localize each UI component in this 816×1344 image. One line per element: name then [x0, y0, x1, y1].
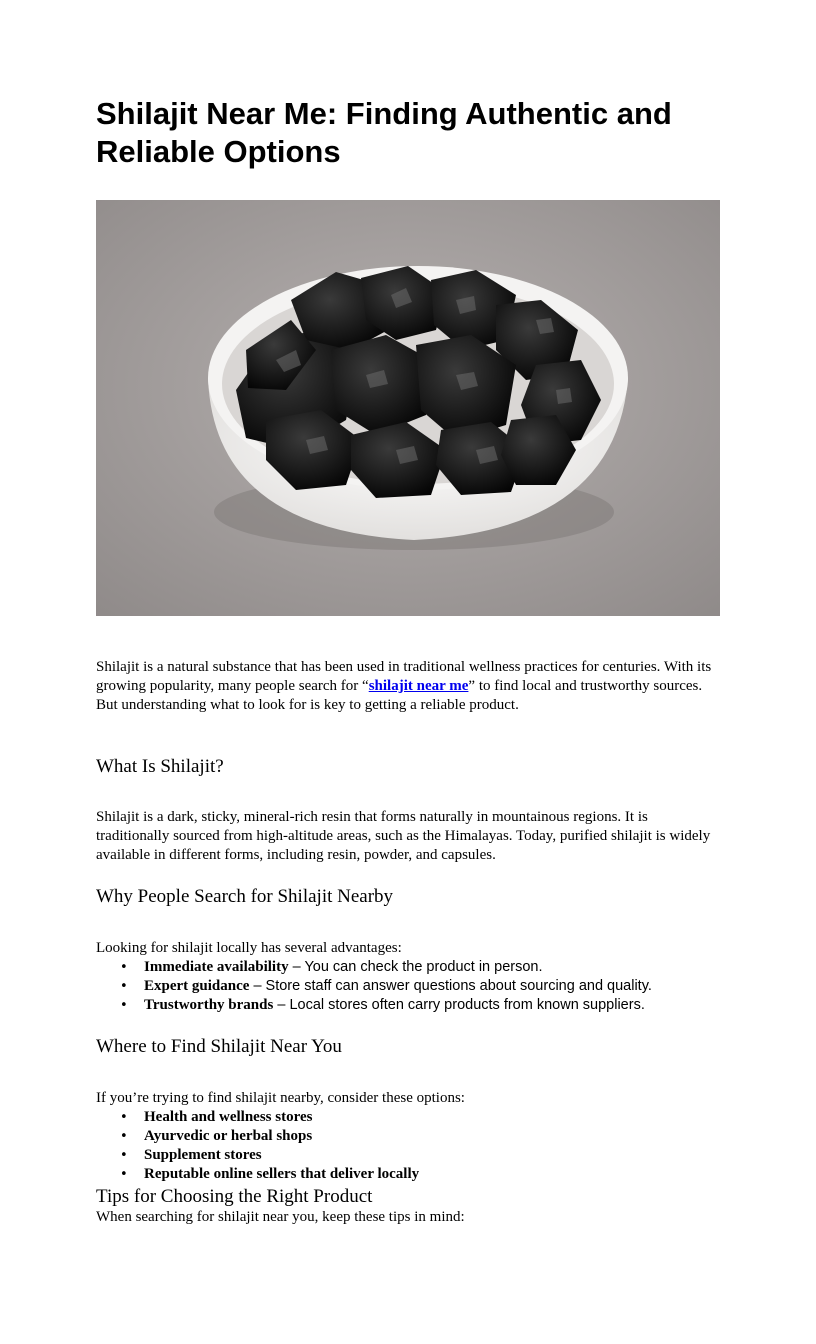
option-label: Reputable online sellers that deliver locally: [144, 1166, 420, 1182]
bullet-icon: •: [120, 1167, 128, 1182]
bullet-icon: •: [120, 1129, 128, 1144]
intro-paragraph: [96, 658, 720, 715]
bullet-icon: •: [120, 1148, 128, 1163]
list-item: [96, 958, 720, 977]
shilajit-near-me-link[interactable]: shilajit near me: [368, 678, 469, 694]
heading-why-search-nearby: Why People Search for Shilajit Nearby: [96, 886, 394, 907]
option-label: Supplement stores: [144, 1147, 262, 1163]
list-item: [96, 1146, 720, 1165]
why-search-lead: Looking for shilajit locally has several advantages:: [96, 940, 402, 956]
advantage-term: Immediate availability: [144, 959, 289, 975]
where-to-find-lead: If you’re trying to find shilajit nearby, consider these options:: [96, 1090, 465, 1106]
tips-lead: When searching for shilajit near you, keep these tips in mind:: [96, 1209, 465, 1225]
intro-text-end: ” to find local and trustworthy sources. But understanding what to look for is key to getting a reliable product.: [96, 678, 703, 713]
page-title: Shilajit Near Me: Finding Authentic and Reliable Options: [96, 96, 672, 169]
list-item: [96, 977, 720, 996]
list-item: [96, 996, 720, 1015]
heading-where-to-find: Where to Find Shilajit Near You: [96, 1036, 342, 1057]
advantage-description: – Local stores often carry products from known suppliers.: [273, 997, 645, 1013]
options-list: [96, 1108, 720, 1184]
bullet-icon: •: [120, 1110, 128, 1125]
list-item: [96, 1108, 720, 1127]
advantages-list: [96, 958, 720, 1015]
option-label: Ayurvedic or herbal shops: [144, 1128, 313, 1144]
advantage-description: – Store staff can answer questions about sourcing and quality.: [249, 978, 652, 994]
what-is-shilajit-paragraph: Shilajit is a dark, sticky, mineral-rich resin that forms naturally in mountainous regions. It is traditionally sourced from high-altitude areas, such as the Himalayas. Today, purified shilajit is widely available in different forms, including resin, powder, and capsules.: [96, 809, 711, 863]
advantage-description: – You can check the product in person.: [288, 959, 543, 975]
advantage-term: Trustworthy brands: [144, 997, 274, 1013]
option-label: Health and wellness stores: [144, 1109, 313, 1125]
bullet-icon: •: [120, 979, 128, 994]
advantage-term: Expert guidance: [144, 978, 250, 994]
heading-what-is-shilajit: What Is Shilajit?: [96, 756, 224, 777]
bullet-icon: •: [120, 998, 128, 1013]
heading-tips: Tips for Choosing the Right Product: [96, 1186, 373, 1207]
list-item: [96, 1127, 720, 1146]
bullet-icon: •: [120, 960, 128, 975]
list-item: [96, 1165, 720, 1184]
shilajit-bowl-photo: [96, 200, 720, 616]
intro-text-start: Shilajit is a natural substance that has been used in traditional wellness practices for centuries. With its growing popularity, many people search for “: [96, 659, 712, 694]
